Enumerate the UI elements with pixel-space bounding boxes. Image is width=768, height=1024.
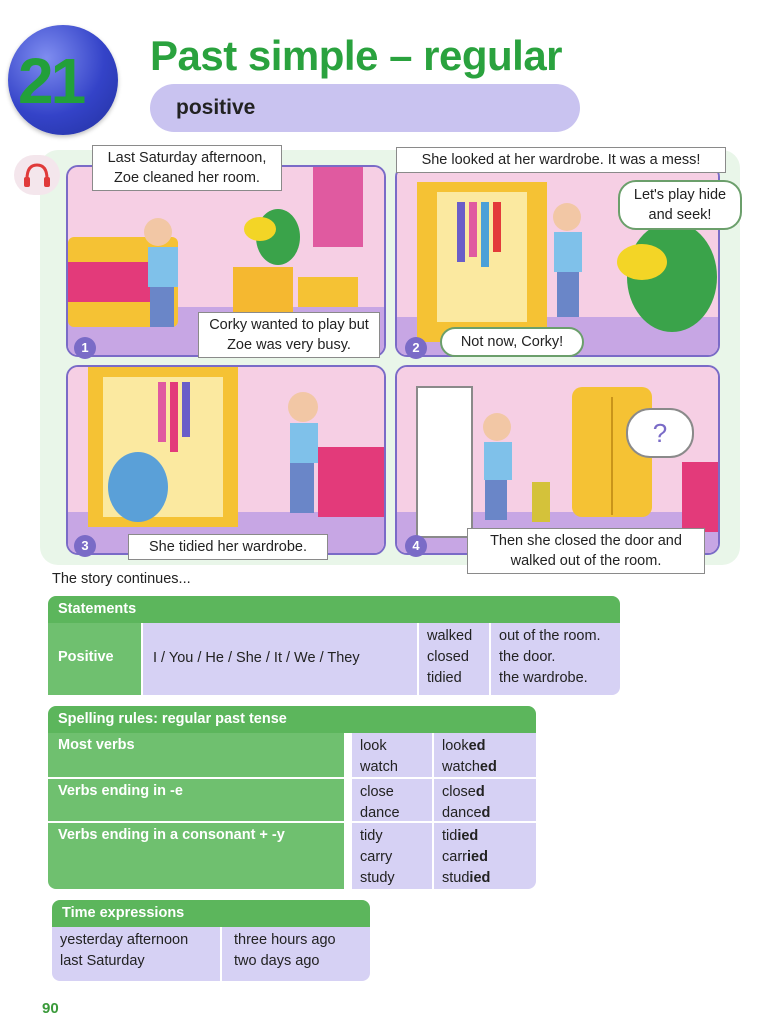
panel-number-2: 2	[405, 337, 427, 359]
rule-past	[434, 823, 536, 889]
story-panel-3	[66, 365, 386, 555]
object: the wardrobe.	[499, 670, 588, 686]
rule-base	[352, 733, 432, 777]
headphones-icon[interactable]	[14, 155, 60, 195]
rule-base	[352, 823, 432, 889]
past-suffix: d	[475, 784, 485, 800]
past-stem: watch	[442, 759, 480, 775]
verb: closed	[427, 649, 469, 665]
base-verb: close	[360, 784, 394, 800]
statements-row-label: Positive	[48, 623, 141, 695]
rule-label-text: Verbs ending in -e	[58, 783, 183, 799]
rule-past	[434, 733, 536, 777]
caption-panel-3-bottom: She tidied her wardrobe.	[128, 534, 328, 560]
base-verb: look	[360, 738, 387, 754]
past-suffix: ed	[468, 738, 486, 754]
time-expressions-col-1	[52, 927, 220, 981]
time-expression: yesterday afternoon	[60, 932, 189, 948]
past-suffix: ed	[479, 759, 497, 775]
story-panel-4	[395, 365, 720, 555]
verb: walked	[427, 628, 473, 644]
past-suffix: d	[481, 805, 491, 821]
past-stem: dance	[442, 805, 482, 821]
thought-bubble: ?	[626, 408, 694, 458]
rule-base	[352, 779, 432, 821]
caption-panel-1-top: Last Saturday afternoon, Zoe cleaned her room.	[92, 145, 282, 191]
caption-panel-1-bottom: Corky wanted to play but Zoe was very busy.	[198, 312, 380, 358]
past-stem: tid	[442, 828, 458, 844]
page-subtitle: positive	[176, 96, 256, 119]
past-suffix: ied	[457, 828, 479, 844]
base-verb: watch	[360, 759, 398, 775]
rule-label	[48, 779, 344, 821]
page-title: Past simple – regular	[150, 32, 563, 79]
base-verb: dance	[360, 805, 400, 821]
object: out of the room.	[499, 628, 601, 644]
panel-number-3: 3	[74, 535, 96, 557]
speech-bubble-parrot: Let's play hide and seek!	[618, 180, 742, 230]
time-expression: two days ago	[234, 953, 320, 969]
rule-past	[434, 779, 536, 821]
panel-number-1: 1	[74, 337, 96, 359]
speech-bubble-zoe: Not now, Corky!	[440, 327, 584, 357]
rule-label: Verbs ending in a consonant + -y	[48, 823, 344, 889]
story-continues: The story continues...	[52, 571, 191, 587]
statements-subjects: I / You / He / She / It / We / They	[143, 623, 417, 695]
verb: tidied	[427, 670, 462, 686]
base-verb: study	[360, 870, 395, 886]
time-expressions-header: Time expressions	[52, 900, 370, 927]
spelling-header: Spelling rules: regular past tense	[48, 706, 536, 733]
past-stem: look	[442, 738, 469, 754]
statements-verbs	[419, 623, 489, 695]
panel-number-4: 4	[405, 535, 427, 557]
time-expression: three hours ago	[234, 932, 336, 948]
rule-label: Most verbs	[48, 733, 344, 777]
past-stem: stud	[442, 870, 470, 886]
caption-panel-2-top: She looked at her wardrobe. It was a mess!	[396, 147, 726, 173]
page-number: 90	[42, 1000, 59, 1017]
past-suffix: ied	[466, 849, 488, 865]
statements-header: Statements	[48, 596, 620, 623]
base-verb: tidy	[360, 828, 383, 844]
time-expression: last Saturday	[60, 953, 145, 969]
object: the door.	[499, 649, 556, 665]
past-stem: close	[442, 784, 476, 800]
past-suffix: ied	[469, 870, 491, 886]
unit-number: 21	[18, 45, 84, 117]
time-expressions-col-2	[222, 927, 370, 981]
base-verb: carry	[360, 849, 393, 865]
caption-panel-4-bottom: Then she closed the door and walked out of the room.	[467, 528, 705, 574]
past-stem: carr	[442, 849, 467, 865]
statements-objects	[491, 623, 620, 695]
